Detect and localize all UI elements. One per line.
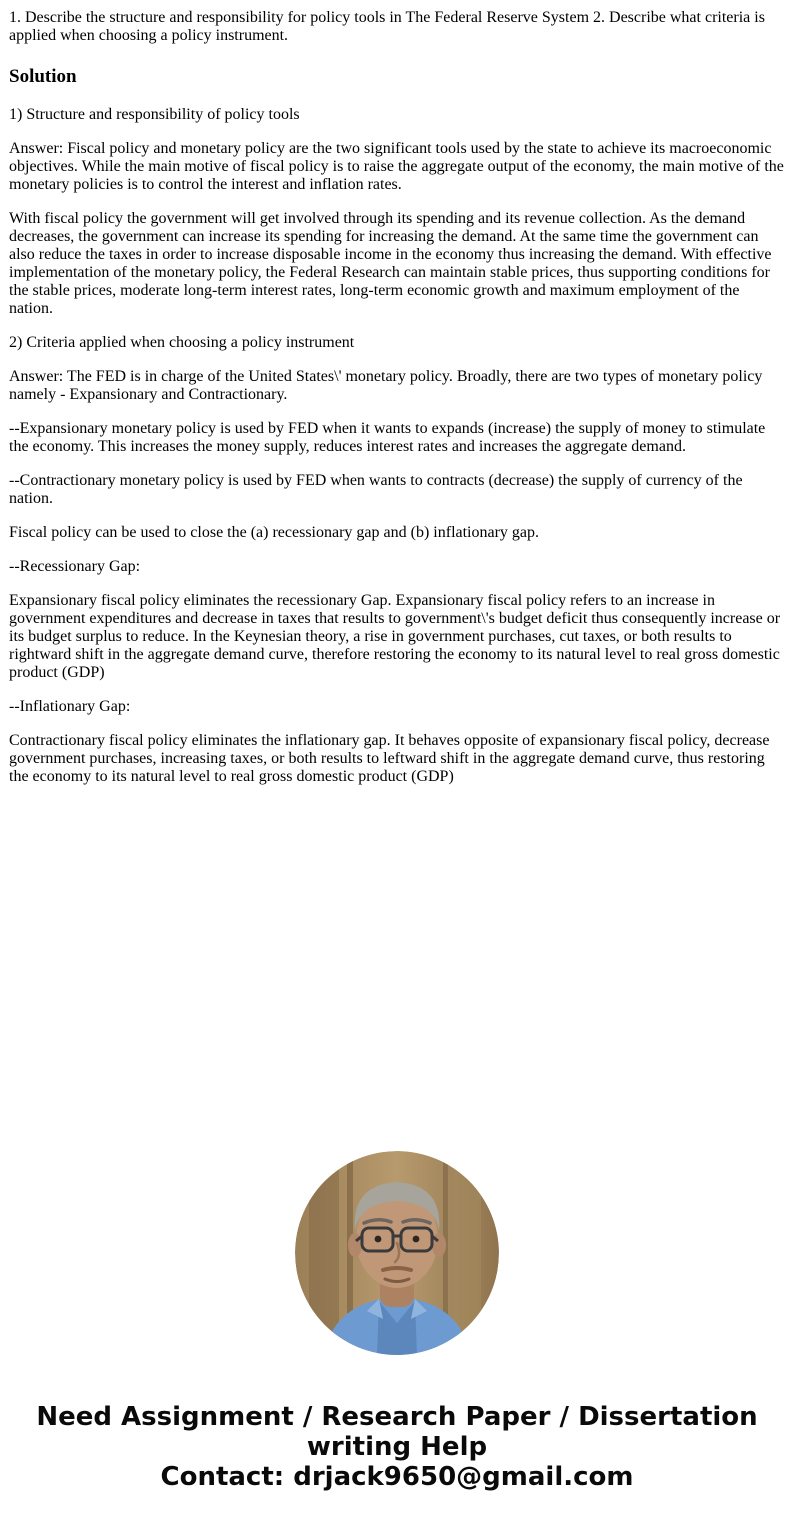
paragraph-answer-2: Answer: The FED is in charge of the United States\' monetary policy. Broadly, there are two types of monetary policy namely - Expansionary and Contractionary.: [9, 368, 763, 403]
paragraph-expansionary: --Expansionary monetary policy is used by FED when it wants to expands (increase) the supply of money to stimulate the economy. This increases the money supply, reduces interest rates and increases the aggregate demand.: [9, 420, 766, 455]
paragraph-structure-title: 1) Structure and responsibility of policy tools: [9, 106, 300, 123]
paragraph-answer-1: Answer: Fiscal policy and monetary policy are the two significant tools used by the state to achieve its macroeconomic objectives. While the main motive of fiscal policy is to raise the aggregate output of the economy, the main motive of the monetary policies is to control the interest and inflation rates.: [9, 140, 784, 193]
footer-banner: [0, 1402, 794, 1492]
question-text: 1. Describe the structure and responsibility for policy tools in The Federal Reserve System 2. Describe what criteria is applied when choosing a policy instrument.: [9, 9, 765, 44]
paragraph-fiscal-policy: With fiscal policy the government will get involved through its spending and its revenue collection. As the demand decreases, the government can increase its spending for increasing the demand. At the same time the government can also reduce the taxes in order to increase disposable income in the economy thus increasing the demand. With effective implementation of the monetary policy, the Federal Research can maintain stable prices, thus supporting conditions for the stable prices, moderate long-term interest rates, long-term economic growth and maximum employment of the nation.: [9, 210, 772, 317]
paragraph-recessionary-detail: Expansionary fiscal policy eliminates the recessionary Gap. Expansionary fiscal policy refers to an increase in government expenditures and decrease in taxes that results to government\'s budget deficit thus consequently increase or its budget surplus to reduce. In the Keynesian theory, a rise in government purchases, cut taxes, or both results to rightward shift in the aggregate demand curve, therefore restoring the economy to its natural level to real gross domestic product (GDP): [9, 592, 781, 681]
solution-heading: Solution: [9, 66, 77, 87]
paragraph-inflationary-label: --Inflationary Gap:: [9, 698, 131, 715]
paragraph-criteria-title: 2) Criteria applied when choosing a policy instrument: [9, 334, 355, 351]
paragraph-recessionary-label: --Recessionary Gap:: [9, 558, 141, 575]
paragraph-contractionary: --Contractionary monetary policy is used by FED when wants to contracts (decrease) the supply of currency of the nation.: [9, 472, 743, 507]
presenter-avatar: [295, 1151, 499, 1355]
paragraph-inflationary-detail: Contractionary fiscal policy eliminates the inflationary gap. It behaves opposite of expansionary fiscal policy, decrease government purchases, increasing taxes, or both results to leftward shift in the aggregate demand curve, thus restoring the economy to its natural level to real gross domestic product (GDP): [9, 732, 770, 785]
footer-contact-text: Contact: drjack9650@gmail.com: [160, 1462, 634, 1492]
presenter-photo: [295, 1151, 499, 1355]
paragraph-gaps-intro: Fiscal policy can be used to close the (a) recessionary gap and (b) inflationary gap.: [9, 524, 540, 541]
footer-help-text: Need Assignment / Research Paper / Dissertation writing Help: [36, 1402, 758, 1462]
